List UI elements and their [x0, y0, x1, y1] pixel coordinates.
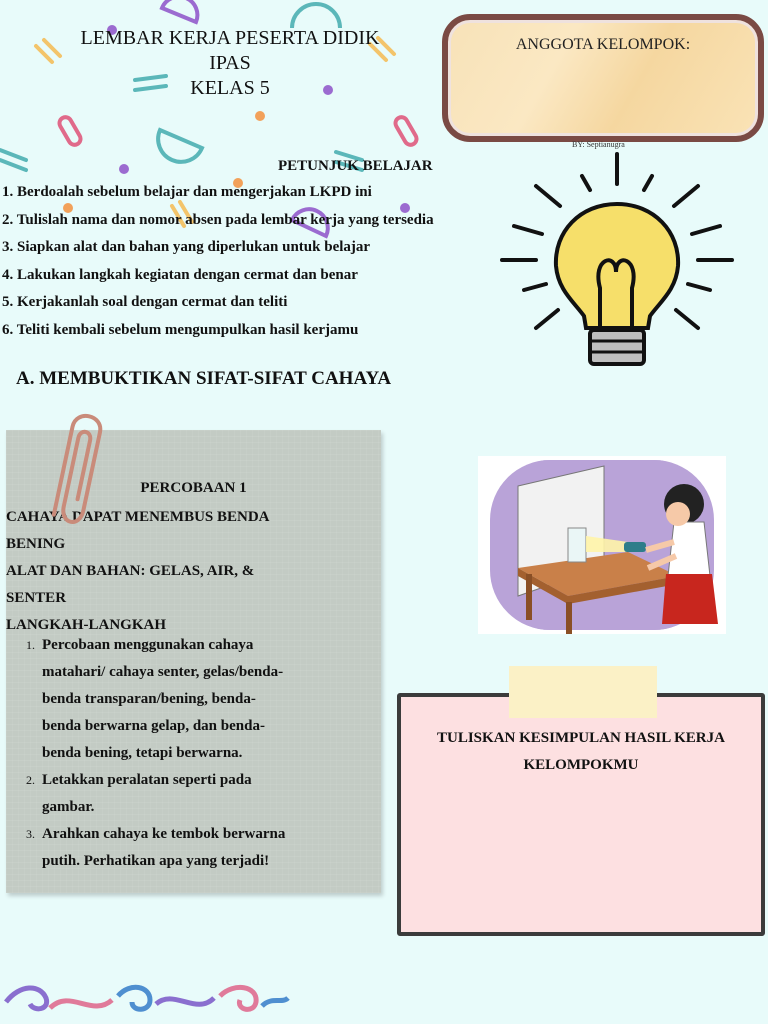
- list-item: 5. Kerjakanlah soal dengan cermat dan teliti: [2, 294, 288, 310]
- petunjuk-list: [2, 184, 582, 349]
- pill-shape: [393, 115, 418, 147]
- list-item: 4. Lakukan langkah kegiatan dengan cermat dan benar: [2, 266, 358, 283]
- conclusion-line: KELOMPOKMU: [523, 757, 639, 773]
- step-line: benda transparan/bening, benda-: [42, 691, 256, 707]
- half-circle-shape: [158, 130, 202, 162]
- step-line: putih. Perhatikan apa yang terjadi!: [42, 853, 270, 869]
- experiment-steps: [26, 632, 371, 875]
- document-title: [30, 26, 430, 102]
- step-number: 1.: [26, 638, 35, 652]
- step-line: benda bening, tetapi berwarna.: [42, 745, 243, 761]
- step-item: [26, 821, 371, 875]
- experiment-line: ALAT DAN BAHAN: GELAS, AIR, &: [6, 563, 255, 579]
- pill-shape: [57, 115, 82, 147]
- experiment-line: BENING: [6, 536, 66, 552]
- section-heading: A. MEMBUKTIKAN SIFAT-SIFAT CAHAYA: [16, 368, 392, 389]
- list-item: 1. Berdoalah sebelum belajar dan mengerjakan LKPD ini: [2, 184, 372, 200]
- tape-decoration: [509, 666, 657, 718]
- experiment-illustration: [478, 456, 726, 634]
- step-line: matahari/ cahaya senter, gelas/benda-: [42, 664, 284, 680]
- half-circle-shape: [162, 0, 197, 22]
- experiment-title: PERCOBAAN 1: [140, 480, 247, 496]
- byline: BY: Septianugra: [572, 140, 625, 149]
- conclusion-prompt: [401, 725, 761, 779]
- list-item: 6. Teliti kembali sebelum mengumpulkan hasil kerjamu: [2, 321, 359, 338]
- dot-shape: [255, 111, 265, 121]
- experiment-line: CAHAYA DAPAT MENEMBUS BENDA: [6, 509, 270, 525]
- step-line: benda berwarna gelap, dan benda-: [42, 718, 265, 734]
- dot-shape: [119, 164, 129, 174]
- conclusion-card[interactable]: [397, 693, 765, 936]
- title-line-1: LEMBAR KERJA PESERTA DIDIK: [80, 27, 380, 49]
- step-number: 2.: [26, 773, 35, 787]
- step-line: gambar.: [42, 799, 95, 815]
- conclusion-line: TULISKAN KESIMPULAN HASIL KERJA: [437, 730, 725, 746]
- list-item: 3. Siapkan alat dan bahan yang diperlukan untuk belajar: [2, 239, 371, 255]
- member-card-label: ANGGOTA KELOMPOK:: [515, 36, 691, 53]
- experiment-line: SENTER: [6, 590, 67, 606]
- step-number: 3.: [26, 827, 35, 841]
- ornament-border: [0, 978, 290, 1024]
- title-line-2: IPAS: [209, 52, 251, 75]
- step-line: Arahkan cahaya ke tembok berwarna: [42, 826, 286, 842]
- petunjuk-title: PETUNJUK BELAJAR: [278, 158, 433, 174]
- step-line: Percobaan menggunakan cahaya: [42, 637, 254, 653]
- paperclip-icon: [42, 398, 108, 538]
- title-line-3: KELAS 5: [190, 77, 270, 100]
- experiment-line: LANGKAH-LANGKAH: [6, 617, 167, 633]
- step-item: [26, 767, 371, 821]
- step-item: [26, 632, 371, 767]
- arc-shape: [292, 4, 340, 28]
- list-item: 2. Tulislah nama dan nomor absen pada lembar kerja yang tersedia: [2, 211, 434, 228]
- member-card[interactable]: [442, 14, 764, 142]
- step-line: Letakkan peralatan seperti pada: [42, 772, 252, 788]
